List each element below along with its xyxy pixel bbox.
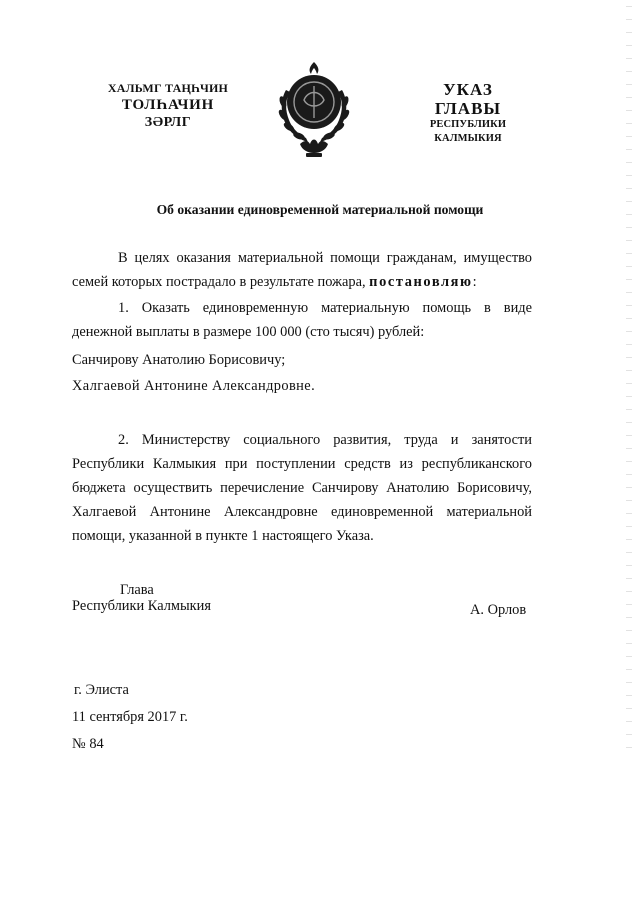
recipient-2: Халгаевой Антонине Александровне.	[72, 378, 316, 394]
header-kalmyk-line2: ТОЛҺАЧИН	[121, 97, 215, 113]
header-kalmyk-line3: ЗӘРЛГ	[144, 115, 192, 130]
preamble-text: В целях оказания материальной помощи гражданам, имущество семей которых пострадало в результате пожара,	[72, 250, 532, 290]
recipient-1: Санчирову Анатолию Борисовичу;	[72, 352, 286, 368]
header-republic-name: РЕСПУБЛИКИ КАЛМЫКИЯ	[429, 119, 507, 144]
decree-number: № 84	[72, 736, 104, 752]
header-kalmyk	[90, 80, 246, 131]
header-head-word: ГЛАВЫ	[434, 99, 502, 118]
document-title: Об оказании единовременной материальной помощи	[156, 202, 484, 217]
preamble-paragraph	[72, 246, 532, 294]
issue-place: г. Элиста	[74, 682, 129, 698]
header-decree-word: УКАЗ	[443, 80, 493, 99]
header-russian	[398, 80, 538, 146]
decree-word: постановляю	[369, 274, 473, 290]
signature-title-line2: Республики Калмыкия	[72, 598, 211, 614]
kalmykia-coat-of-arms-icon	[272, 60, 356, 160]
decree-colon: :	[472, 274, 477, 290]
clause-1: 1. Оказать единовременную материальную помощь в виде денежной выплаты в размере 100 000 (сто тысяч) рублей:	[72, 300, 532, 340]
signature-name: А. Орлов	[470, 602, 527, 618]
issue-date: 11 сентября 2017 г.	[72, 709, 188, 725]
signature-title-line1: Глава	[120, 582, 154, 598]
clause-2: 2. Министерству социального развития, труда и занятости Республики Калмыкия при поступлении средств из республиканского бюджета осуществить перечисление Санчирову Анатолию Борисовичу, Халгаевой Антонине Александровне единовременной материальной помощи, указанной в пункте 1 настоящего Указа.	[72, 432, 532, 544]
scan-edge-artifact	[626, 0, 632, 760]
header-kalmyk-line1: ХАЛЬМГ ТАҢҺЧИН	[107, 81, 229, 95]
